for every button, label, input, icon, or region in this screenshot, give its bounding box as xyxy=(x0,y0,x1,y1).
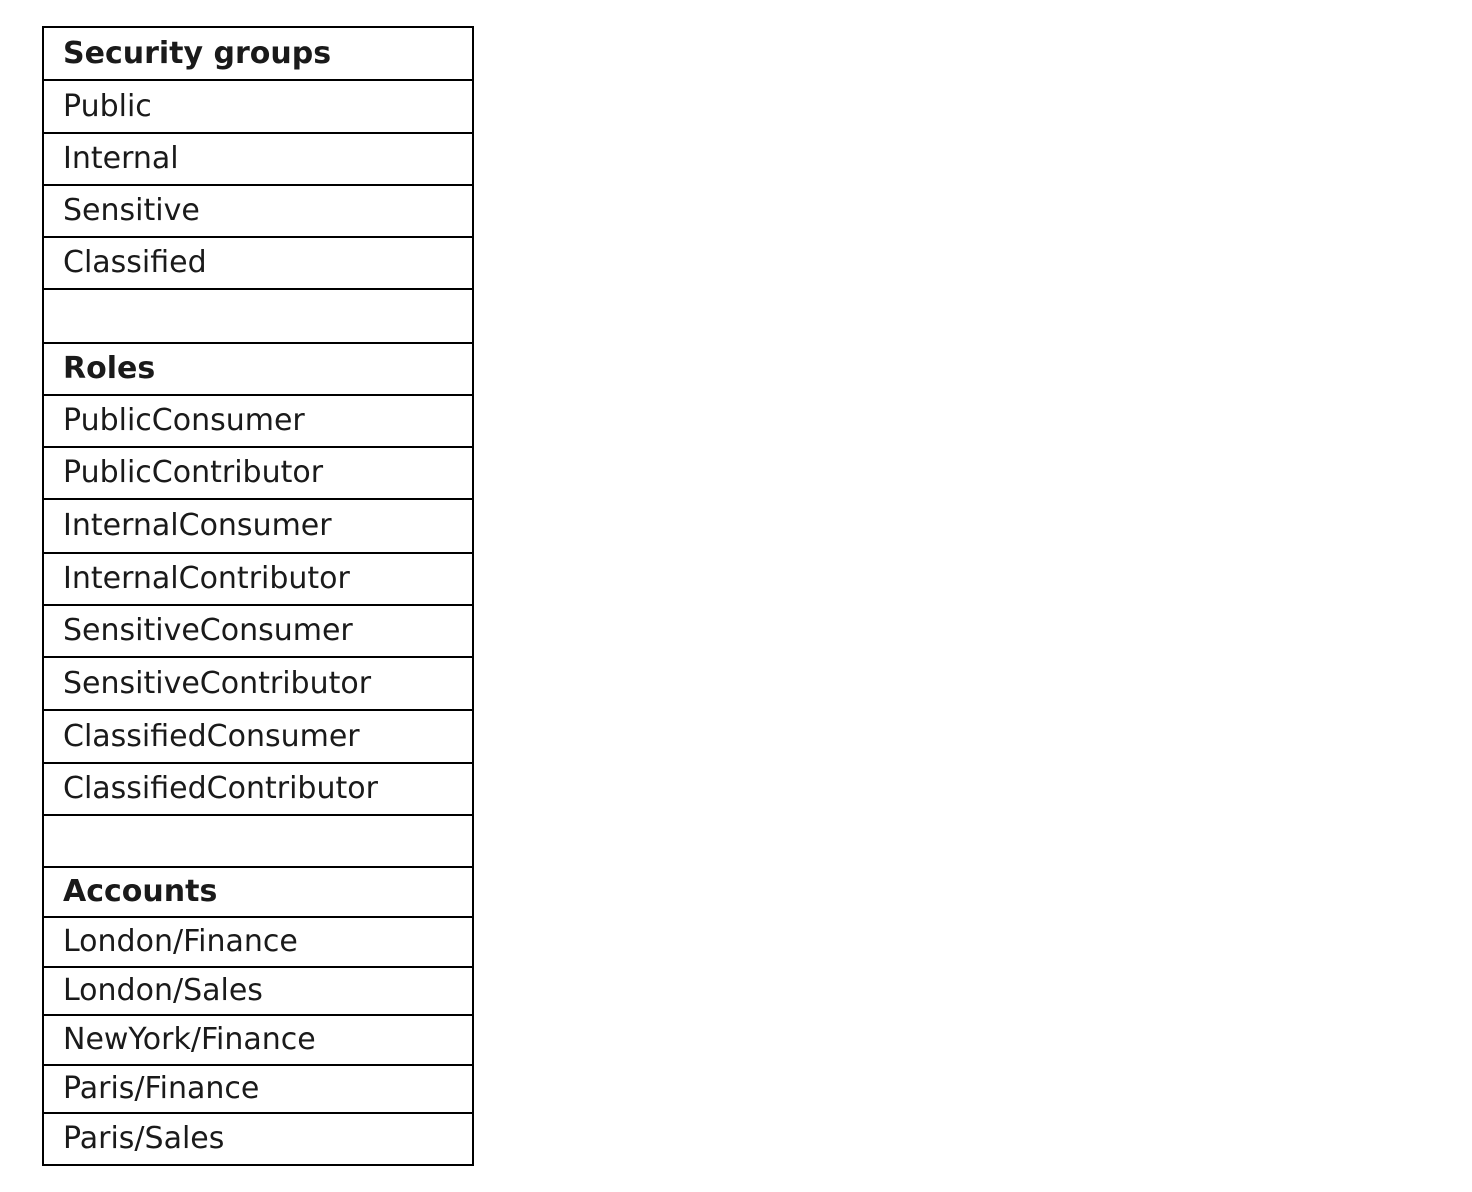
list-item-row xyxy=(43,133,473,185)
security-listing-table xyxy=(42,26,474,1166)
list-item-row xyxy=(43,499,473,553)
list-item-cell: SensitiveContributor xyxy=(43,657,473,710)
list-item-row xyxy=(43,763,473,815)
list-item-cell: PublicConsumer xyxy=(43,395,473,447)
list-item-cell: InternalContributor xyxy=(43,553,473,605)
list-item-cell: ClassifiedContributor xyxy=(43,763,473,815)
list-item-row xyxy=(43,185,473,237)
list-item-cell: Classified xyxy=(43,237,473,289)
spacer-row xyxy=(43,289,473,343)
list-item-row xyxy=(43,1113,473,1165)
list-item-cell: ClassifiedConsumer xyxy=(43,710,473,763)
section-heading-cell: Roles xyxy=(43,343,473,395)
list-item-cell: InternalConsumer xyxy=(43,499,473,553)
section-heading-row xyxy=(43,27,473,80)
list-item-cell: London/Finance xyxy=(43,917,473,967)
list-item-row xyxy=(43,1065,473,1113)
list-item-row xyxy=(43,237,473,289)
list-item-cell: NewYork/Finance xyxy=(43,1015,473,1065)
list-item-row xyxy=(43,967,473,1015)
list-item-cell: PublicContributor xyxy=(43,447,473,499)
list-item-row xyxy=(43,605,473,657)
spacer-row xyxy=(43,815,473,867)
list-item-row xyxy=(43,553,473,605)
list-item-cell: SensitiveConsumer xyxy=(43,605,473,657)
table-body xyxy=(43,27,473,1165)
list-item-cell: Internal xyxy=(43,133,473,185)
list-item-cell: London/Sales xyxy=(43,967,473,1015)
section-heading-cell: Accounts xyxy=(43,867,473,917)
list-item-row xyxy=(43,447,473,499)
list-item-cell: Sensitive xyxy=(43,185,473,237)
list-item-cell: Paris/Finance xyxy=(43,1065,473,1113)
list-item-row xyxy=(43,657,473,710)
spacer-cell xyxy=(43,289,473,343)
section-heading-cell: Security groups xyxy=(43,27,473,80)
list-item-cell: Public xyxy=(43,80,473,133)
list-item-row xyxy=(43,395,473,447)
section-heading-row xyxy=(43,343,473,395)
spacer-cell xyxy=(43,815,473,867)
list-item-row xyxy=(43,710,473,763)
section-heading-row xyxy=(43,867,473,917)
list-item-row xyxy=(43,917,473,967)
list-item-row xyxy=(43,1015,473,1065)
list-item-cell: Paris/Sales xyxy=(43,1113,473,1165)
list-item-row xyxy=(43,80,473,133)
